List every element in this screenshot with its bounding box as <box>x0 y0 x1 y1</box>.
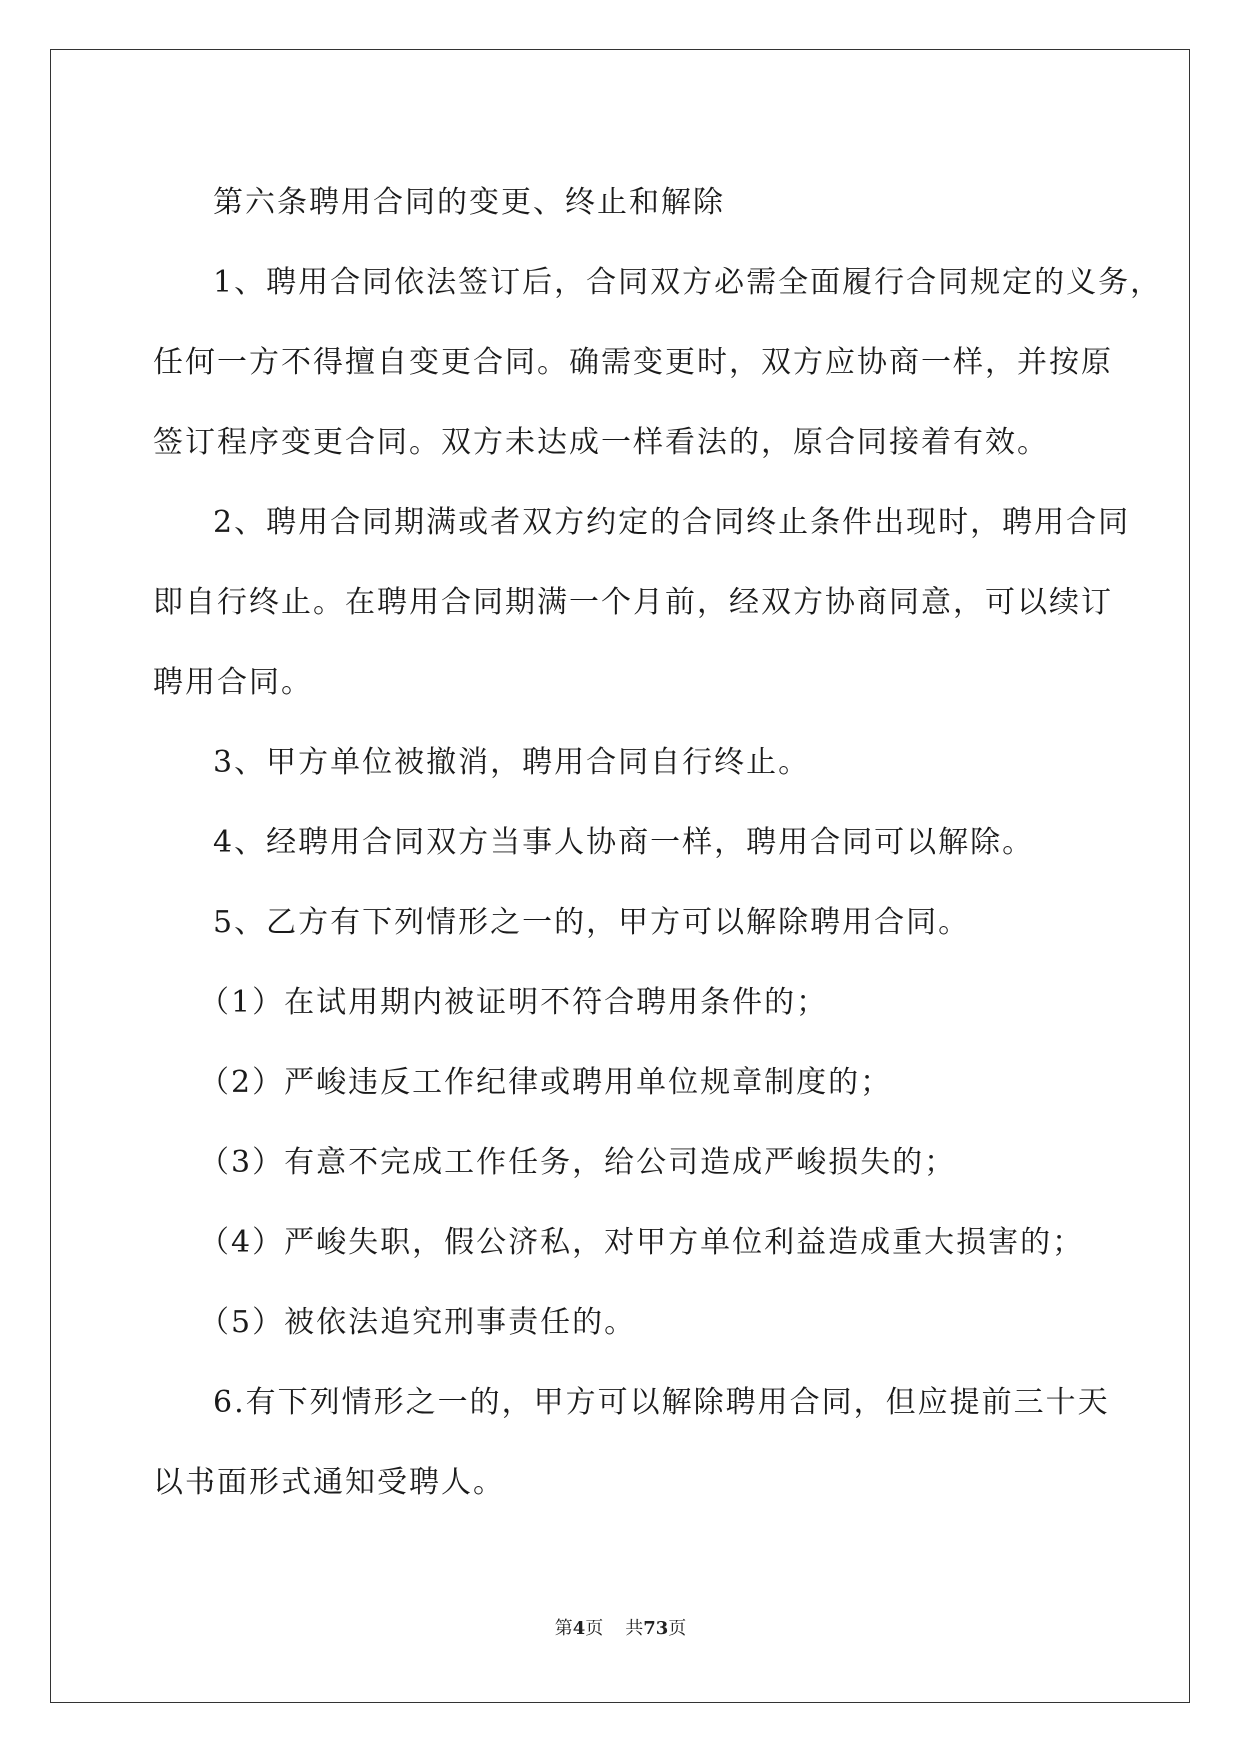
paragraph-line: 即自行终止。在聘用合同期满一个月前，经双方协商同意，可以续订 <box>153 585 1113 620</box>
total-pages: 73 <box>643 1618 669 1639</box>
list-item: （1）在试用期内被证明不符合聘用条件的； <box>199 985 829 1020</box>
paragraph-line: 2、聘用合同期满或者双方约定的合同终止条件出现时，聘用合同 <box>213 505 1131 540</box>
paragraph-line: 任何一方不得擅自变更合同。确需变更时，双方应协商一样，并按原 <box>153 345 1113 380</box>
list-item: （2）严峻违反工作纪律或聘用单位规章制度的； <box>199 1065 893 1100</box>
total-suffix: 页 <box>668 1618 687 1639</box>
total-prefix: 共 <box>625 1618 644 1639</box>
list-item: （4）严峻失职，假公济私，对甲方单位利益造成重大损害的； <box>199 1225 1085 1260</box>
paragraph-line: 聘用合同。 <box>153 665 313 700</box>
paragraph-line: 签订程序变更合同。双方未达成一样看法的，原合同接着有效。 <box>153 425 1049 460</box>
paragraph-line: 以书面形式通知受聘人。 <box>153 1465 505 1500</box>
paragraph-line: 3、甲方单位被撤消，聘用合同自行终止。 <box>213 745 811 780</box>
section-heading: 第六条聘用合同的变更、终止和解除 <box>213 185 725 220</box>
paragraph-line: 5、乙方有下列情形之一的，甲方可以解除聘用合同。 <box>213 905 971 940</box>
page-suffix: 页 <box>585 1618 604 1639</box>
list-item: （5）被依法追究刑事责任的。 <box>199 1305 637 1340</box>
list-item: （3）有意不完成工作任务，给公司造成严峻损失的； <box>199 1145 957 1180</box>
page-prefix: 第 <box>554 1618 573 1639</box>
paragraph-line: 6.有下列情形之一的，甲方可以解除聘用合同，但应提前三十天 <box>213 1385 1110 1420</box>
paragraph-line: 1、聘用合同依法签订后，合同双方必需全面履行合同规定的义务， <box>213 265 1163 300</box>
paragraph-line: 4、经聘用合同双方当事人协商一样，聘用合同可以解除。 <box>213 825 1035 860</box>
page-footer <box>0 1614 1241 1640</box>
document-body <box>153 163 1163 1523</box>
page-number: 4 <box>572 1618 586 1639</box>
